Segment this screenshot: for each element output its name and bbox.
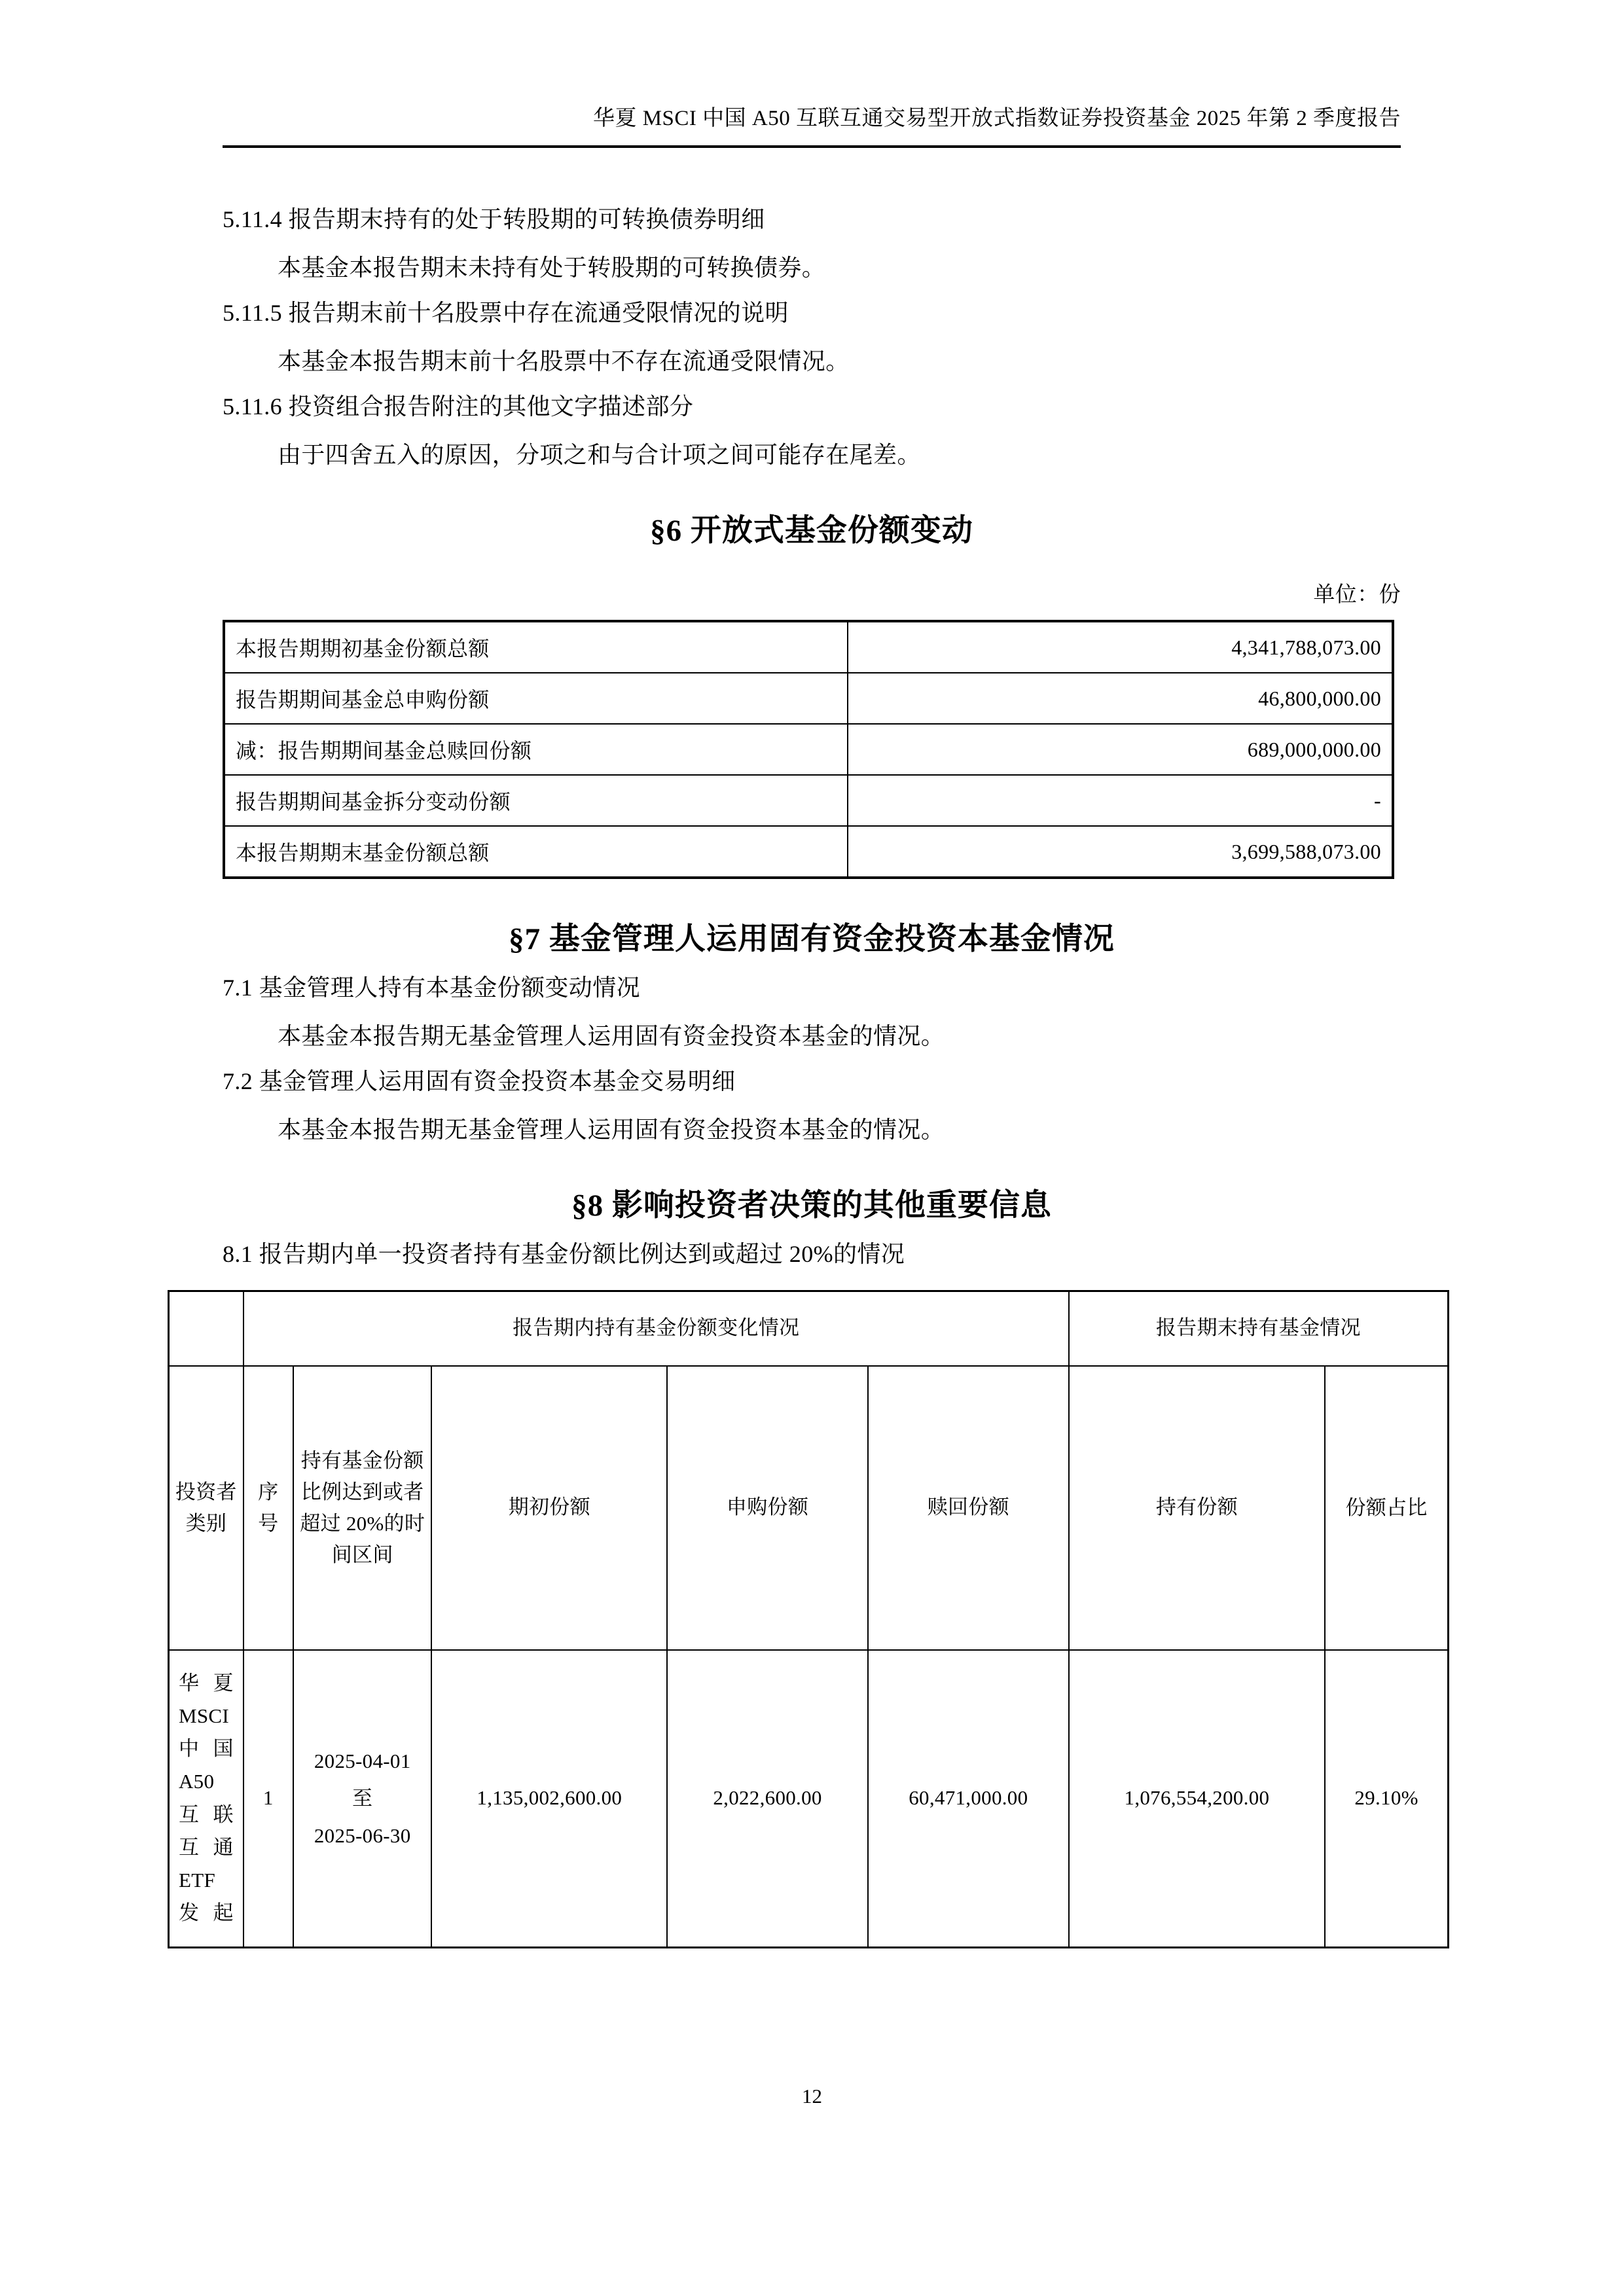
cell-holding-shares: 1,076,554,200.00 [1069, 1650, 1325, 1948]
col-header-period-over-20: 持有基金份额比例达到或者超过 20%的时间区间 [293, 1366, 432, 1650]
single-investor-20pct-table [168, 1290, 1449, 1948]
share-row-label: 报告期期间基金总申购份额 [224, 673, 848, 724]
section-heading-6: §6 开放式基金份额变动 [650, 514, 973, 548]
paragraph-5-11-6: 由于四舍五入的原因，分项之和与合计项之间可能存在尾差。 [278, 441, 921, 468]
col-header-subscription-shares: 申购份额 [667, 1366, 868, 1650]
col-header-share-ratio: 份额占比 [1325, 1366, 1448, 1650]
share-row-value: 689,000,000.00 [848, 724, 1393, 775]
section-heading-7: §7 基金管理人运用固有资金投资本基金情况 [509, 922, 1115, 957]
table-row [224, 775, 1393, 826]
investor-name-line: MSCI [179, 1704, 230, 1728]
header-title: 华夏 MSCI 中国 A50 互联互通交易型开放式指数证券投资基金 2025 年第 2 季度报告 [592, 107, 1401, 130]
page-number: 12 [802, 2085, 822, 2108]
table-row [169, 1650, 1449, 1948]
investor-table-body [169, 1650, 1449, 1948]
fund-share-change-table [223, 620, 1394, 879]
investor-name-line: 华夏 [179, 1671, 234, 1695]
share-row-label: 报告期期间基金拆分变动份额 [224, 775, 848, 826]
cell-redemption-shares: 60,471,000.00 [868, 1650, 1069, 1948]
page-content [175, 190, 1428, 1948]
heading-7-2: 7.2 基金管理人运用固有资金投资本基金交易明细 [223, 1068, 736, 1095]
group-header-change-during-period: 报告期内持有基金份额变化情况 [244, 1291, 1069, 1366]
period-start: 2025-04-01 [314, 1749, 411, 1772]
cell-period-range [293, 1650, 432, 1948]
investor-name-line: 互通 [179, 1835, 234, 1859]
share-row-label: 本报告期期末基金份额总额 [224, 826, 848, 878]
unit-note-shares: 单位：份 [1313, 583, 1401, 607]
share-row-value: 46,800,000.00 [848, 673, 1393, 724]
share-row-label: 减：报告期期间基金总赎回份额 [224, 724, 848, 775]
header-divider [223, 145, 1401, 148]
cell-opening-shares: 1,135,002,600.00 [431, 1650, 667, 1948]
heading-5-11-5: 5.11.5 报告期末前十名股票中存在流通受限情况的说明 [223, 300, 789, 327]
period-end: 2025-06-30 [314, 1824, 411, 1848]
col-header-seq: 序号 [244, 1366, 293, 1650]
share-row-value: - [848, 775, 1393, 826]
cell-seq: 1 [244, 1650, 293, 1948]
table-column-header-row [169, 1366, 1449, 1650]
page-header [223, 105, 1401, 133]
share-row-value: 4,341,788,073.00 [848, 621, 1393, 673]
table-row [224, 621, 1393, 673]
paragraph-5-11-5: 本基金本报告期末前十名股票中不存在流通受限情况。 [278, 348, 850, 374]
page-footer [0, 2085, 1624, 2108]
share-row-label: 本报告期期初基金份额总额 [224, 621, 848, 673]
investor-table-head [169, 1291, 1449, 1650]
share-row-value: 3,699,588,073.00 [848, 826, 1393, 878]
cell-investor-name [169, 1650, 244, 1948]
col-header-investor-type: 投资者类别 [169, 1366, 244, 1650]
col-header-holding-shares: 持有份额 [1069, 1366, 1325, 1650]
fund-share-change-body [224, 621, 1393, 878]
group-header-spacer [169, 1291, 244, 1366]
section-heading-8: §8 影响投资者决策的其他重要信息 [571, 1189, 1052, 1223]
heading-5-11-4: 5.11.4 报告期末持有的处于转股期的可转换债券明细 [223, 206, 765, 232]
col-header-redemption-shares: 赎回份额 [868, 1366, 1069, 1650]
heading-7-1: 7.1 基金管理人持有本基金份额变动情况 [223, 975, 641, 1001]
investor-name-line: 发起 [179, 1901, 234, 1925]
heading-5-11-6: 5.11.6 投资组合报告附注的其他文字描述部分 [223, 393, 694, 420]
table-row [224, 673, 1393, 724]
cell-share-ratio: 29.10% [1325, 1650, 1448, 1948]
group-header-holding-at-period-end: 报告期末持有基金情况 [1069, 1291, 1449, 1366]
investor-name-line: A50 [179, 1770, 215, 1793]
paragraph-7-2: 本基金本报告期无基金管理人运用固有资金投资本基金的情况。 [278, 1116, 945, 1143]
paragraph-7-1: 本基金本报告期无基金管理人运用固有资金投资本基金的情况。 [278, 1022, 945, 1049]
col-header-opening-shares: 期初份额 [431, 1366, 667, 1650]
investor-name-line: ETF [179, 1869, 216, 1892]
table-row [224, 724, 1393, 775]
period-separator: 至 [352, 1787, 373, 1810]
cell-subscription-shares: 2,022,600.00 [667, 1650, 868, 1948]
investor-name-line: 互联 [179, 1803, 234, 1826]
heading-8-1: 8.1 报告期内单一投资者持有基金份额比例达到或超过 20%的情况 [223, 1241, 905, 1268]
paragraph-5-11-4: 本基金本报告期末未持有处于转股期的可转换债券。 [278, 254, 826, 281]
table-row [224, 826, 1393, 878]
investor-name-line: 中国 [179, 1737, 234, 1761]
table-group-header-row [169, 1291, 1449, 1366]
